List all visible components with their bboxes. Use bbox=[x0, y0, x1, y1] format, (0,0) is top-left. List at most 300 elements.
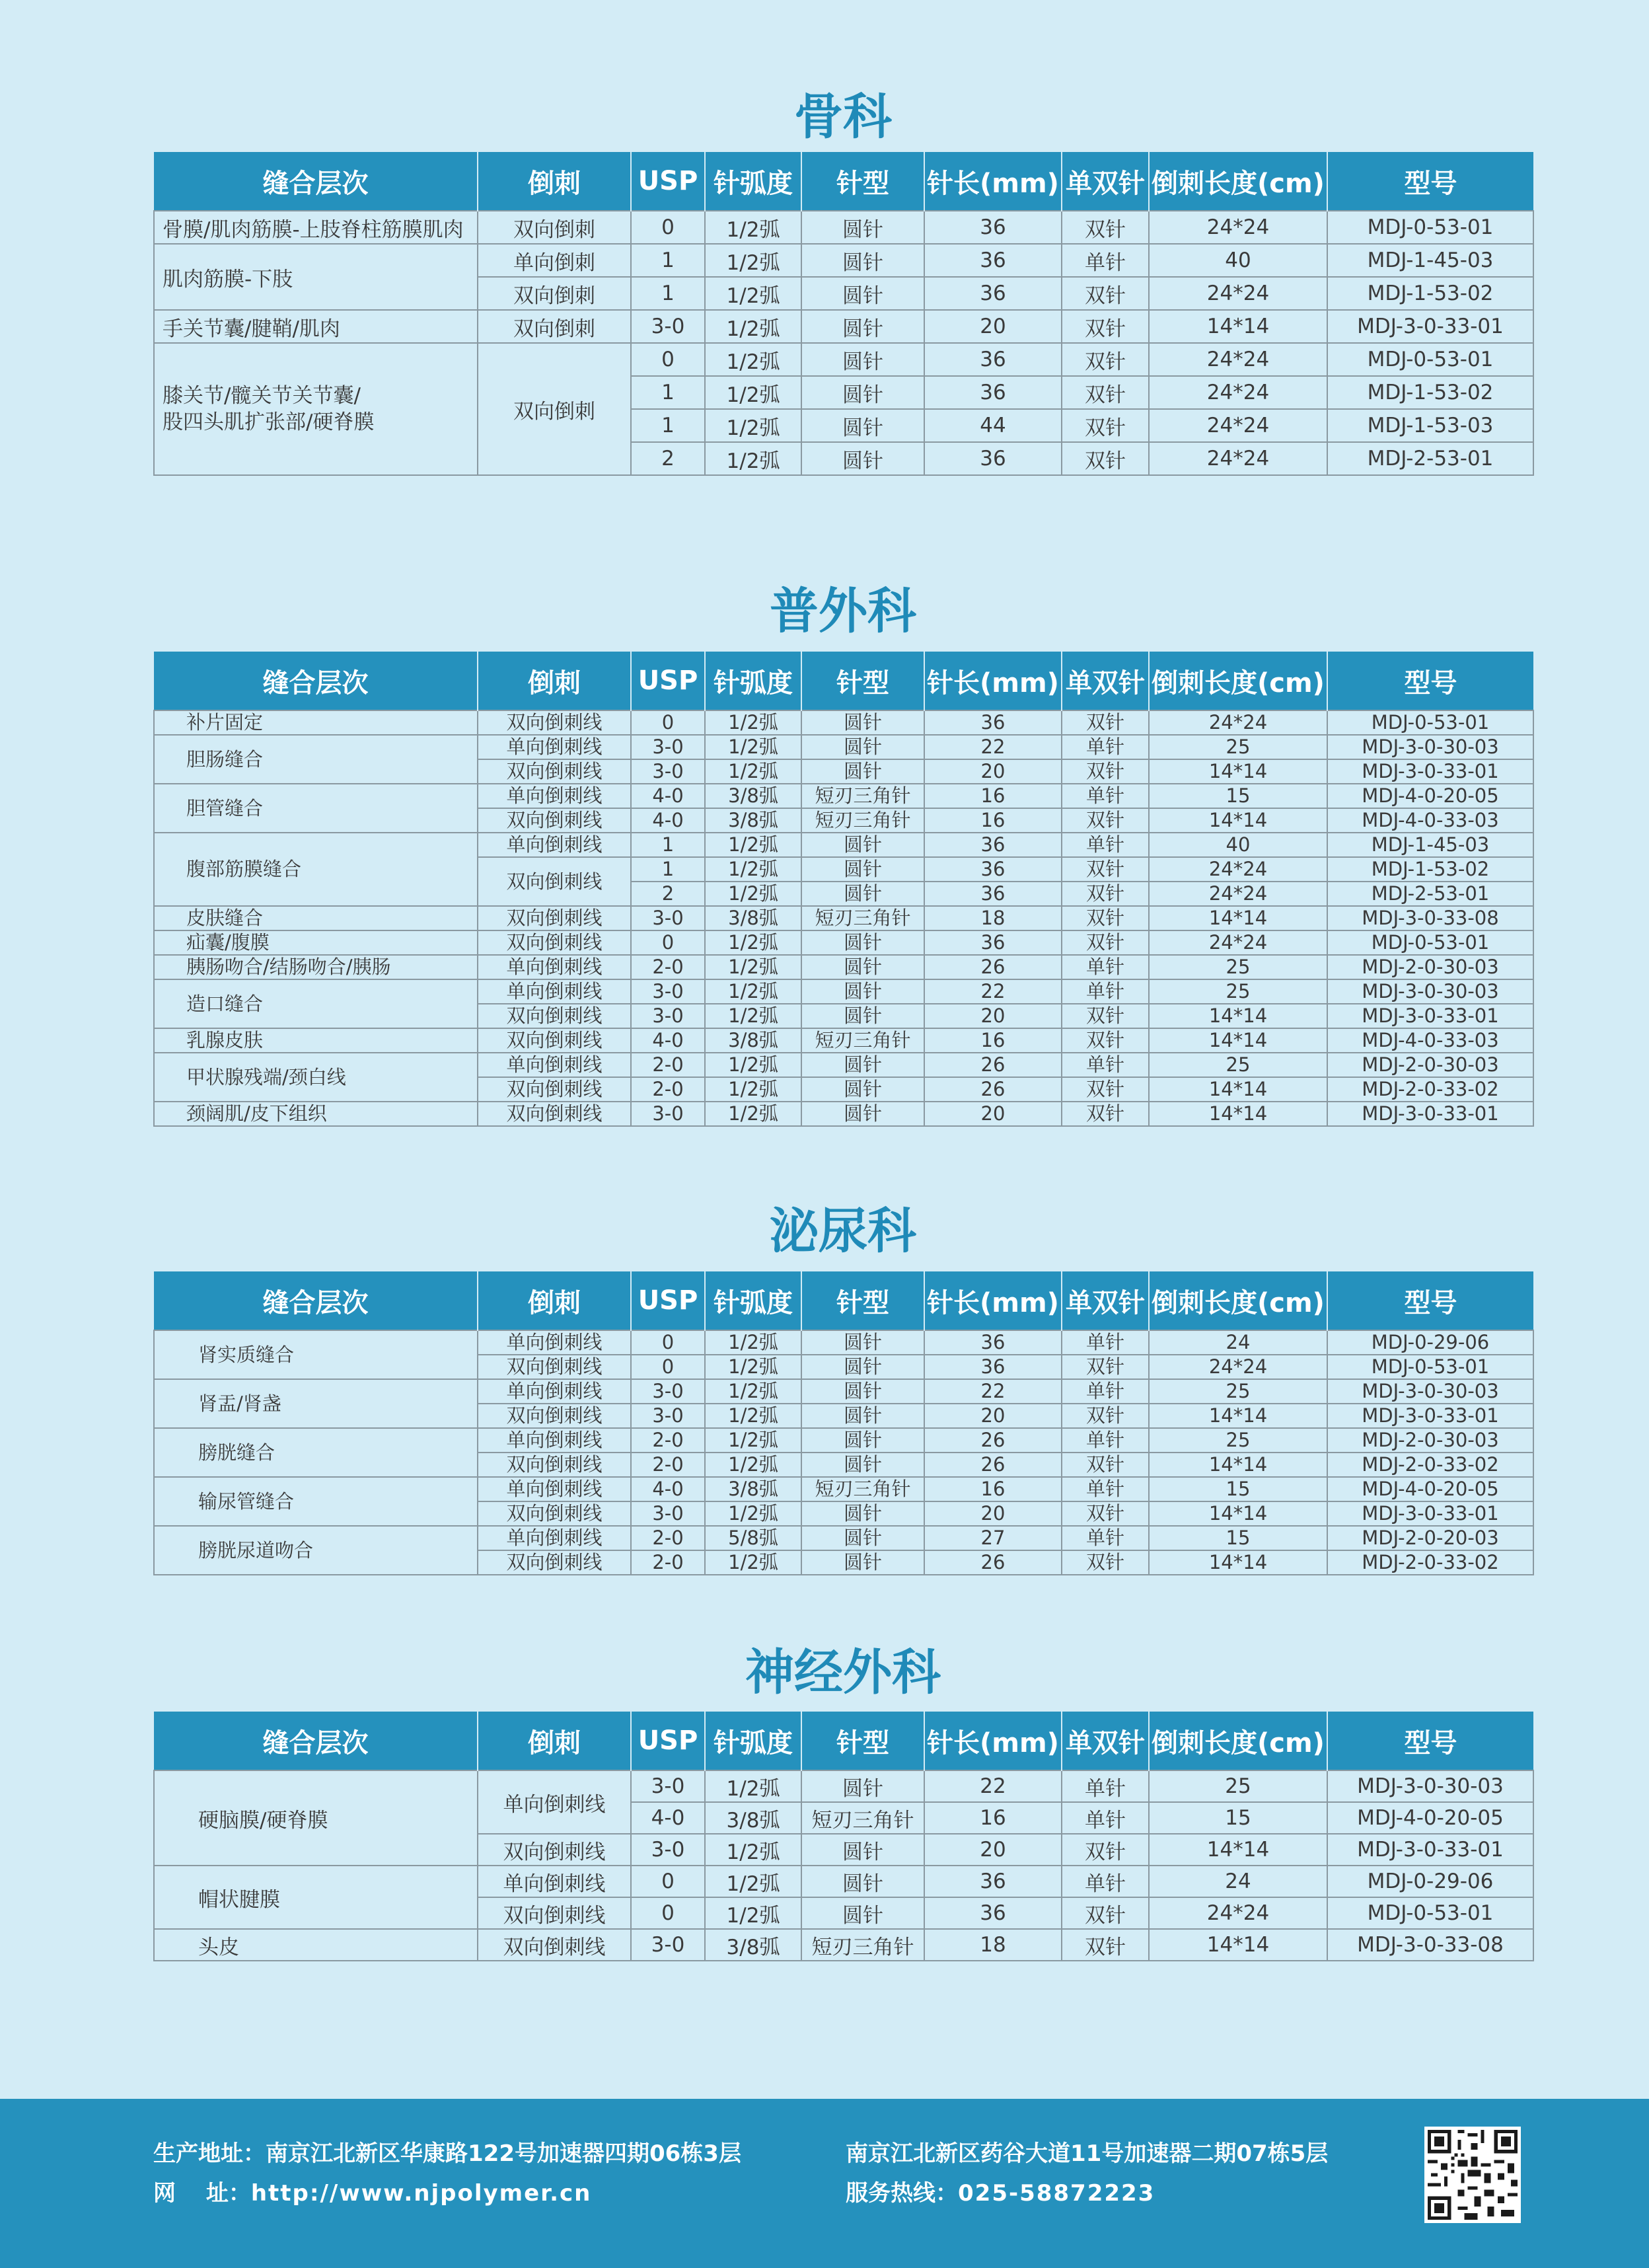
table-header bbox=[154, 152, 1533, 211]
curve-cell: 1/2弧 bbox=[705, 1004, 801, 1028]
type-cell: 圆针 bbox=[801, 1077, 924, 1102]
type-cell: 圆针 bbox=[801, 277, 924, 310]
suture-layer-cell: 帽状腱膜 bbox=[154, 1866, 478, 1929]
barb-type-cell: 单向倒刺线 bbox=[478, 784, 631, 808]
curve-cell: 1/2弧 bbox=[705, 710, 801, 735]
curve-cell: 3/8弧 bbox=[705, 1802, 801, 1834]
model-cell: MDJ-4-0-20-05 bbox=[1327, 1477, 1533, 1501]
barb-length-cell: 40 bbox=[1149, 833, 1327, 857]
table-row bbox=[154, 735, 1533, 759]
needle-cell: 单针 bbox=[1062, 1428, 1149, 1453]
needle-cell: 双针 bbox=[1062, 882, 1149, 906]
needle-cell: 双针 bbox=[1062, 442, 1149, 475]
barb-length-cell: 24*24 bbox=[1149, 343, 1327, 376]
table-row bbox=[154, 1053, 1533, 1077]
column-header: 缝合层次 bbox=[154, 1712, 478, 1770]
length-cell: 20 bbox=[924, 310, 1062, 343]
table-row bbox=[154, 710, 1533, 735]
type-cell: 短刃三角针 bbox=[801, 1802, 924, 1834]
table-row bbox=[154, 1526, 1533, 1550]
type-cell: 圆针 bbox=[801, 882, 924, 906]
column-header: 针型 bbox=[801, 652, 924, 710]
barb-type-cell: 双向倒刺线 bbox=[478, 1929, 631, 1961]
column-header: 单双针 bbox=[1062, 152, 1149, 211]
column-header: 倒刺 bbox=[478, 652, 631, 710]
usp-cell: 2-0 bbox=[631, 1453, 705, 1477]
table-row bbox=[154, 1866, 1533, 1897]
usp-cell: 1 bbox=[631, 409, 705, 442]
barb-type-cell: 双向倒刺 bbox=[478, 211, 631, 244]
barb-type-cell: 双向倒刺线 bbox=[478, 808, 631, 833]
length-cell: 36 bbox=[924, 277, 1062, 310]
model-cell: MDJ-2-53-01 bbox=[1327, 882, 1533, 906]
type-cell: 圆针 bbox=[801, 955, 924, 979]
needle-cell: 单针 bbox=[1062, 1379, 1149, 1404]
barb-type-cell: 单向倒刺 bbox=[478, 244, 631, 277]
table-row bbox=[154, 1428, 1533, 1453]
model-cell: MDJ-1-53-03 bbox=[1327, 409, 1533, 442]
length-cell: 36 bbox=[924, 1897, 1062, 1929]
column-header: 缝合层次 bbox=[154, 652, 478, 710]
needle-cell: 双针 bbox=[1062, 343, 1149, 376]
length-cell: 20 bbox=[924, 1004, 1062, 1028]
usp-cell: 3-0 bbox=[631, 310, 705, 343]
curve-cell: 1/2弧 bbox=[705, 735, 801, 759]
type-cell: 短刃三角针 bbox=[801, 906, 924, 930]
column-header: USP bbox=[631, 652, 705, 710]
curve-cell: 3/8弧 bbox=[705, 906, 801, 930]
qr-code-icon bbox=[1424, 2127, 1521, 2223]
barb-type-cell: 单向倒刺线 bbox=[478, 955, 631, 979]
curve-cell: 1/2弧 bbox=[705, 1379, 801, 1404]
length-cell: 36 bbox=[924, 211, 1062, 244]
model-cell: MDJ-3-0-33-01 bbox=[1327, 1834, 1533, 1866]
table-header bbox=[154, 1271, 1533, 1330]
barb-length-cell: 24*24 bbox=[1149, 277, 1327, 310]
length-cell: 16 bbox=[924, 1802, 1062, 1834]
column-header: USP bbox=[631, 152, 705, 211]
column-header: 单双针 bbox=[1062, 1712, 1149, 1770]
type-cell: 圆针 bbox=[801, 1453, 924, 1477]
column-header: 倒刺 bbox=[478, 152, 631, 211]
address-line bbox=[153, 2142, 741, 2165]
needle-cell: 双针 bbox=[1062, 1897, 1149, 1929]
usp-cell: 3-0 bbox=[631, 906, 705, 930]
type-cell: 短刃三角针 bbox=[801, 784, 924, 808]
column-header: 针弧度 bbox=[705, 1712, 801, 1770]
type-cell: 圆针 bbox=[801, 857, 924, 882]
barb-type-cell: 单向倒刺线 bbox=[478, 979, 631, 1004]
barb-type-cell: 单向倒刺线 bbox=[478, 1477, 631, 1501]
model-cell: MDJ-1-45-03 bbox=[1327, 244, 1533, 277]
barb-length-cell: 24*24 bbox=[1149, 882, 1327, 906]
needle-cell: 双针 bbox=[1062, 277, 1149, 310]
barb-length-cell: 40 bbox=[1149, 244, 1327, 277]
suture-layer-cell: 手关节囊/腱鞘/肌肉 bbox=[154, 310, 478, 343]
usp-cell: 2-0 bbox=[631, 1550, 705, 1575]
length-cell: 20 bbox=[924, 1834, 1062, 1866]
type-cell: 圆针 bbox=[801, 979, 924, 1004]
type-cell: 圆针 bbox=[801, 1053, 924, 1077]
barb-type-cell: 双向倒刺线 bbox=[478, 1550, 631, 1575]
usp-cell: 2-0 bbox=[631, 1428, 705, 1453]
suture-layer-cell: 乳腺皮肤 bbox=[154, 1028, 478, 1053]
length-cell: 36 bbox=[924, 857, 1062, 882]
curve-cell: 1/2弧 bbox=[705, 857, 801, 882]
type-cell: 短刃三角针 bbox=[801, 1477, 924, 1501]
address-primary: 南京江北新区华康路122号加速器四期06栋3层 bbox=[266, 2140, 741, 2167]
barb-type-cell: 双向倒刺线 bbox=[478, 1501, 631, 1526]
usp-cell: 3-0 bbox=[631, 1501, 705, 1526]
needle-cell: 单针 bbox=[1062, 1330, 1149, 1355]
length-cell: 36 bbox=[924, 710, 1062, 735]
table-header bbox=[154, 1712, 1533, 1770]
barb-length-cell: 15 bbox=[1149, 1802, 1327, 1834]
usp-cell: 3-0 bbox=[631, 1004, 705, 1028]
usp-cell: 4-0 bbox=[631, 1802, 705, 1834]
type-cell: 短刃三角针 bbox=[801, 1028, 924, 1053]
length-cell: 26 bbox=[924, 1550, 1062, 1575]
suture-layer-cell: 颈阔肌/皮下组织 bbox=[154, 1102, 478, 1126]
suture-layer-cell: 补片固定 bbox=[154, 710, 478, 735]
type-cell: 圆针 bbox=[801, 1866, 924, 1897]
model-cell: MDJ-0-29-06 bbox=[1327, 1866, 1533, 1897]
barb-type-cell: 单向倒刺线 bbox=[478, 1770, 631, 1834]
model-cell: MDJ-0-29-06 bbox=[1327, 1330, 1533, 1355]
model-cell: MDJ-3-0-30-03 bbox=[1327, 1770, 1533, 1802]
model-cell: MDJ-3-0-33-01 bbox=[1327, 1102, 1533, 1126]
needle-cell: 单针 bbox=[1062, 955, 1149, 979]
barb-type-cell: 单向倒刺线 bbox=[478, 1428, 631, 1453]
curve-cell: 1/2弧 bbox=[705, 1428, 801, 1453]
type-cell: 圆针 bbox=[801, 759, 924, 784]
usp-cell: 0 bbox=[631, 1330, 705, 1355]
needle-cell: 单针 bbox=[1062, 1053, 1149, 1077]
model-cell: MDJ-0-53-01 bbox=[1327, 710, 1533, 735]
length-cell: 18 bbox=[924, 1929, 1062, 1961]
curve-cell: 1/2弧 bbox=[705, 409, 801, 442]
website-label: 网 址： bbox=[153, 2180, 251, 2207]
barb-type-cell: 双向倒刺 bbox=[478, 310, 631, 343]
table-row bbox=[154, 1102, 1533, 1126]
table-row bbox=[154, 244, 1533, 277]
barb-length-cell: 14*14 bbox=[1149, 1501, 1327, 1526]
usp-cell: 3-0 bbox=[631, 1404, 705, 1428]
suture-layer-cell: 膝关节/髋关节关节囊/ 股四头肌扩张部/硬脊膜 bbox=[154, 343, 478, 475]
address-label: 生产地址： bbox=[153, 2140, 266, 2167]
length-cell: 22 bbox=[924, 1379, 1062, 1404]
length-cell: 16 bbox=[924, 784, 1062, 808]
model-cell: MDJ-0-53-01 bbox=[1327, 930, 1533, 955]
column-header: 针弧度 bbox=[705, 652, 801, 710]
usp-cell: 4-0 bbox=[631, 784, 705, 808]
table-row bbox=[154, 906, 1533, 930]
barb-type-cell: 双向倒刺线 bbox=[478, 1028, 631, 1053]
type-cell: 圆针 bbox=[801, 211, 924, 244]
barb-type-cell: 双向倒刺线 bbox=[478, 1897, 631, 1929]
column-header: 型号 bbox=[1327, 1712, 1533, 1770]
length-cell: 36 bbox=[924, 343, 1062, 376]
length-cell: 16 bbox=[924, 808, 1062, 833]
footer bbox=[0, 2099, 1649, 2268]
curve-cell: 1/2弧 bbox=[705, 1053, 801, 1077]
barb-length-cell: 25 bbox=[1149, 1770, 1327, 1802]
suture-layer-cell: 造口缝合 bbox=[154, 979, 478, 1028]
table-row bbox=[154, 343, 1533, 376]
barb-length-cell: 24*24 bbox=[1149, 857, 1327, 882]
suture-layer-cell: 头皮 bbox=[154, 1929, 478, 1961]
needle-cell: 双针 bbox=[1062, 310, 1149, 343]
suture-layer-cell: 胆肠缝合 bbox=[154, 735, 478, 784]
usp-cell: 1 bbox=[631, 244, 705, 277]
model-cell: MDJ-1-53-02 bbox=[1327, 277, 1533, 310]
length-cell: 27 bbox=[924, 1526, 1062, 1550]
length-cell: 36 bbox=[924, 376, 1062, 409]
length-cell: 26 bbox=[924, 1077, 1062, 1102]
barb-length-cell: 14*14 bbox=[1149, 808, 1327, 833]
needle-cell: 双针 bbox=[1062, 857, 1149, 882]
barb-length-cell: 24*24 bbox=[1149, 376, 1327, 409]
barb-type-cell: 单向倒刺线 bbox=[478, 735, 631, 759]
curve-cell: 1/2弧 bbox=[705, 442, 801, 475]
column-header: 缝合层次 bbox=[154, 152, 478, 211]
curve-cell: 1/2弧 bbox=[705, 882, 801, 906]
length-cell: 26 bbox=[924, 1053, 1062, 1077]
section-title: 骨科 bbox=[794, 89, 892, 145]
length-cell: 20 bbox=[924, 1102, 1062, 1126]
type-cell: 短刃三角针 bbox=[801, 1929, 924, 1961]
barb-type-cell: 双向倒刺线 bbox=[478, 1355, 631, 1379]
section-title: 泌尿科 bbox=[770, 1203, 916, 1260]
table-header bbox=[154, 652, 1533, 710]
barb-length-cell: 14*14 bbox=[1149, 1550, 1327, 1575]
usp-cell: 1 bbox=[631, 833, 705, 857]
model-cell: MDJ-3-0-33-08 bbox=[1327, 906, 1533, 930]
barb-length-cell: 25 bbox=[1149, 955, 1327, 979]
barb-type-cell: 单向倒刺线 bbox=[478, 1053, 631, 1077]
barb-type-cell: 双向倒刺线 bbox=[478, 1102, 631, 1126]
table-row bbox=[154, 211, 1533, 244]
barb-type-cell: 双向倒刺线 bbox=[478, 1834, 631, 1866]
model-cell: MDJ-2-0-20-03 bbox=[1327, 1526, 1533, 1550]
needle-cell: 单针 bbox=[1062, 979, 1149, 1004]
curve-cell: 1/2弧 bbox=[705, 1866, 801, 1897]
model-cell: MDJ-4-0-20-05 bbox=[1327, 1802, 1533, 1834]
needle-cell: 双针 bbox=[1062, 1501, 1149, 1526]
table-row bbox=[154, 955, 1533, 979]
length-cell: 16 bbox=[924, 1028, 1062, 1053]
length-cell: 36 bbox=[924, 1355, 1062, 1379]
column-header: 针长(mm) bbox=[924, 1712, 1062, 1770]
type-cell: 圆针 bbox=[801, 244, 924, 277]
type-cell: 圆针 bbox=[801, 1330, 924, 1355]
column-header: 型号 bbox=[1327, 1271, 1533, 1330]
needle-cell: 双针 bbox=[1062, 1077, 1149, 1102]
usp-cell: 1 bbox=[631, 857, 705, 882]
curve-cell: 1/2弧 bbox=[705, 244, 801, 277]
column-header: 倒刺 bbox=[478, 1712, 631, 1770]
suture-layer-cell: 肾盂/肾盏 bbox=[154, 1379, 478, 1428]
needle-cell: 双针 bbox=[1062, 1550, 1149, 1575]
model-cell: MDJ-2-0-30-03 bbox=[1327, 1428, 1533, 1453]
hotline-number: 025-58872223 bbox=[958, 2180, 1155, 2207]
hotline-label: 服务热线： bbox=[846, 2180, 958, 2207]
model-cell: MDJ-0-53-01 bbox=[1327, 1355, 1533, 1379]
usp-cell: 0 bbox=[631, 710, 705, 735]
usp-cell: 2-0 bbox=[631, 1077, 705, 1102]
model-cell: MDJ-1-45-03 bbox=[1327, 833, 1533, 857]
curve-cell: 1/2弧 bbox=[705, 759, 801, 784]
hotline-line bbox=[846, 2182, 1155, 2205]
suture-layer-cell: 腹部筋膜缝合 bbox=[154, 833, 478, 906]
usp-cell: 3-0 bbox=[631, 979, 705, 1004]
usp-cell: 3-0 bbox=[631, 1102, 705, 1126]
column-header: 倒刺 bbox=[478, 1271, 631, 1330]
suture-layer-cell: 疝囊/腹膜 bbox=[154, 930, 478, 955]
usp-cell: 3-0 bbox=[631, 759, 705, 784]
needle-cell: 双针 bbox=[1062, 1028, 1149, 1053]
type-cell: 圆针 bbox=[801, 930, 924, 955]
usp-cell: 3-0 bbox=[631, 1834, 705, 1866]
curve-cell: 3/8弧 bbox=[705, 1477, 801, 1501]
column-header: 倒刺长度(cm) bbox=[1149, 652, 1327, 710]
column-header: 倒刺长度(cm) bbox=[1149, 152, 1327, 211]
barb-type-cell: 单向倒刺线 bbox=[478, 833, 631, 857]
usp-cell: 2-0 bbox=[631, 1526, 705, 1550]
model-cell: MDJ-3-0-33-01 bbox=[1327, 759, 1533, 784]
usp-cell: 0 bbox=[631, 1866, 705, 1897]
column-header: 倒刺长度(cm) bbox=[1149, 1712, 1327, 1770]
model-cell: MDJ-2-53-01 bbox=[1327, 442, 1533, 475]
column-header: 型号 bbox=[1327, 152, 1533, 211]
column-header: 单双针 bbox=[1062, 652, 1149, 710]
column-header: 针型 bbox=[801, 1271, 924, 1330]
type-cell: 圆针 bbox=[801, 1404, 924, 1428]
usp-cell: 3-0 bbox=[631, 1770, 705, 1802]
model-cell: MDJ-2-0-33-02 bbox=[1327, 1550, 1533, 1575]
needle-cell: 单针 bbox=[1062, 735, 1149, 759]
barb-length-cell: 25 bbox=[1149, 1053, 1327, 1077]
curve-cell: 1/2弧 bbox=[705, 1077, 801, 1102]
needle-cell: 单针 bbox=[1062, 244, 1149, 277]
length-cell: 20 bbox=[924, 1404, 1062, 1428]
model-cell: MDJ-4-0-33-03 bbox=[1327, 1028, 1533, 1053]
curve-cell: 3/8弧 bbox=[705, 1028, 801, 1053]
curve-cell: 3/8弧 bbox=[705, 1929, 801, 1961]
table-row bbox=[154, 1330, 1533, 1355]
suture-layer-cell: 肌肉筋膜-下肢 bbox=[154, 244, 478, 310]
model-cell: MDJ-0-53-01 bbox=[1327, 1897, 1533, 1929]
barb-length-cell: 14*14 bbox=[1149, 1077, 1327, 1102]
needle-cell: 双针 bbox=[1062, 759, 1149, 784]
length-cell: 20 bbox=[924, 1501, 1062, 1526]
section-title: 神经外科 bbox=[745, 1644, 941, 1701]
type-cell: 圆针 bbox=[801, 1550, 924, 1575]
type-cell: 圆针 bbox=[801, 710, 924, 735]
type-cell: 圆针 bbox=[801, 1834, 924, 1866]
usp-cell: 0 bbox=[631, 1897, 705, 1929]
usp-cell: 4-0 bbox=[631, 808, 705, 833]
needle-cell: 双针 bbox=[1062, 211, 1149, 244]
barb-type-cell: 双向倒刺 bbox=[478, 277, 631, 310]
type-cell: 圆针 bbox=[801, 442, 924, 475]
needle-cell: 双针 bbox=[1062, 1102, 1149, 1126]
column-header: USP bbox=[631, 1271, 705, 1330]
curve-cell: 1/2弧 bbox=[705, 1550, 801, 1575]
curve-cell: 1/2弧 bbox=[705, 277, 801, 310]
suture-layer-cell: 输尿管缝合 bbox=[154, 1477, 478, 1526]
type-cell: 圆针 bbox=[801, 310, 924, 343]
barb-length-cell: 14*14 bbox=[1149, 1929, 1327, 1961]
needle-cell: 单针 bbox=[1062, 1866, 1149, 1897]
curve-cell: 1/2弧 bbox=[705, 955, 801, 979]
barb-type-cell: 双向倒刺线 bbox=[478, 710, 631, 735]
spec-table bbox=[153, 152, 1534, 476]
needle-cell: 双针 bbox=[1062, 906, 1149, 930]
needle-cell: 单针 bbox=[1062, 1770, 1149, 1802]
barb-length-cell: 14*14 bbox=[1149, 1834, 1327, 1866]
usp-cell: 2-0 bbox=[631, 955, 705, 979]
curve-cell: 1/2弧 bbox=[705, 1770, 801, 1802]
curve-cell: 1/2弧 bbox=[705, 979, 801, 1004]
barb-type-cell: 单向倒刺线 bbox=[478, 1379, 631, 1404]
barb-length-cell: 15 bbox=[1149, 1526, 1327, 1550]
type-cell: 圆针 bbox=[801, 1379, 924, 1404]
table-row bbox=[154, 1770, 1533, 1802]
suture-layer-cell: 胆管缝合 bbox=[154, 784, 478, 833]
length-cell: 26 bbox=[924, 955, 1062, 979]
table-row bbox=[154, 979, 1533, 1004]
barb-type-cell: 双向倒刺线 bbox=[478, 1004, 631, 1028]
length-cell: 22 bbox=[924, 979, 1062, 1004]
barb-length-cell: 25 bbox=[1149, 1428, 1327, 1453]
barb-type-cell: 双向倒刺线 bbox=[478, 930, 631, 955]
barb-length-cell: 25 bbox=[1149, 735, 1327, 759]
length-cell: 26 bbox=[924, 1453, 1062, 1477]
website-link[interactable]: http://www.njpolymer.cn bbox=[250, 2180, 592, 2207]
model-cell: MDJ-2-0-30-03 bbox=[1327, 1053, 1533, 1077]
model-cell: MDJ-4-0-33-03 bbox=[1327, 808, 1533, 833]
model-cell: MDJ-3-0-33-01 bbox=[1327, 1404, 1533, 1428]
suture-layer-cell: 膀胱尿道吻合 bbox=[154, 1526, 478, 1575]
curve-cell: 1/2弧 bbox=[705, 930, 801, 955]
model-cell: MDJ-2-0-30-03 bbox=[1327, 955, 1533, 979]
type-cell: 圆针 bbox=[801, 1355, 924, 1379]
barb-type-cell: 双向倒刺线 bbox=[478, 759, 631, 784]
model-cell: MDJ-3-0-33-01 bbox=[1327, 310, 1533, 343]
type-cell: 圆针 bbox=[801, 1501, 924, 1526]
usp-cell: 0 bbox=[631, 211, 705, 244]
barb-type-cell: 双向倒刺线 bbox=[478, 857, 631, 906]
usp-cell: 2-0 bbox=[631, 1053, 705, 1077]
usp-cell: 1 bbox=[631, 277, 705, 310]
spec-table bbox=[153, 652, 1534, 1127]
barb-length-cell: 15 bbox=[1149, 1477, 1327, 1501]
type-cell: 圆针 bbox=[801, 376, 924, 409]
column-header: 针长(mm) bbox=[924, 652, 1062, 710]
model-cell: MDJ-2-0-33-02 bbox=[1327, 1077, 1533, 1102]
needle-cell: 单针 bbox=[1062, 833, 1149, 857]
type-cell: 圆针 bbox=[801, 1004, 924, 1028]
curve-cell: 1/2弧 bbox=[705, 310, 801, 343]
table-row bbox=[154, 310, 1533, 343]
model-cell: MDJ-3-0-30-03 bbox=[1327, 1379, 1533, 1404]
column-header: 针型 bbox=[801, 1712, 924, 1770]
curve-cell: 1/2弧 bbox=[705, 1355, 801, 1379]
type-cell: 圆针 bbox=[801, 1526, 924, 1550]
section-title: 普外科 bbox=[770, 583, 916, 640]
model-cell: MDJ-4-0-20-05 bbox=[1327, 784, 1533, 808]
